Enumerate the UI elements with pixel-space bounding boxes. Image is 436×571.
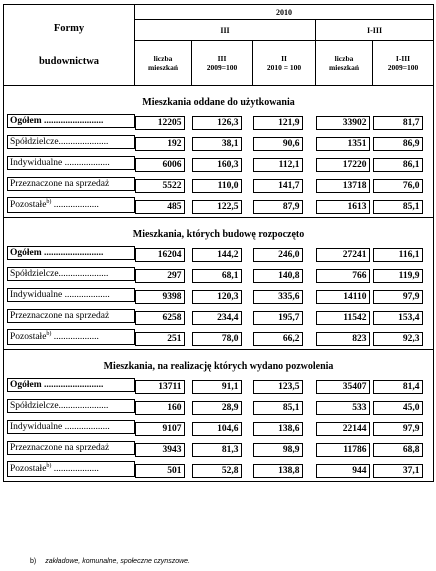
cell-value: 14110 xyxy=(316,290,370,304)
table-row xyxy=(4,244,434,265)
cell-value: 17220 xyxy=(316,158,370,172)
cell-value: 45,0 xyxy=(373,401,423,415)
cell-value: 97,9 xyxy=(373,422,423,436)
cell-value: 12205 xyxy=(135,116,185,130)
cell-value: 90,6 xyxy=(253,137,303,151)
section-title: Mieszkania oddane do użytkowania xyxy=(4,86,434,113)
footnote-mark: b) xyxy=(30,558,37,565)
row-label: Pozostałe$^{b)}$ ................... xyxy=(7,461,135,476)
row-label: Indywidualne ................... xyxy=(7,288,135,302)
row-label: Pozostałe$^{b)}$ ................... xyxy=(7,197,135,212)
table-row xyxy=(4,439,434,460)
col-header-mom: II 2010 = 100 xyxy=(253,41,316,86)
cell-value: 66,2 xyxy=(253,332,303,346)
cell-value: 68,1 xyxy=(192,269,242,283)
cell-value: 160,3 xyxy=(192,158,242,172)
cell-value: 119,9 xyxy=(373,269,423,283)
cell-value: 5522 xyxy=(135,179,185,193)
cell-value: 112,1 xyxy=(253,158,303,172)
cell-value: 85,1 xyxy=(373,200,423,214)
table-row xyxy=(4,196,434,218)
cell-value: 16204 xyxy=(135,248,185,262)
table-row xyxy=(4,418,434,439)
cell-value: 38,1 xyxy=(192,137,242,151)
row-label: Spółdzielcze..................... xyxy=(7,399,135,413)
cell-value: 3943 xyxy=(135,443,185,457)
cell-value: 944 xyxy=(316,464,370,478)
cell-value: 11542 xyxy=(316,311,370,325)
cell-value: 122,5 xyxy=(192,200,242,214)
cell-value: 27241 xyxy=(316,248,370,262)
cell-value: 251 xyxy=(135,332,185,346)
cell-value: 144,2 xyxy=(192,248,242,262)
cell-value: 37,1 xyxy=(373,464,423,478)
cell-value: 160 xyxy=(135,401,185,415)
period-header-month: III xyxy=(135,20,316,41)
cell-value: 85,1 xyxy=(253,401,303,415)
cell-value: 13711 xyxy=(135,380,185,394)
cell-value: 138,8 xyxy=(253,464,303,478)
cell-value: 35407 xyxy=(316,380,370,394)
table-row xyxy=(4,286,434,307)
section-title: Mieszkania, na realizację których wydano pozwolenia xyxy=(4,350,434,377)
cell-value: 97,9 xyxy=(373,290,423,304)
table-row xyxy=(4,154,434,175)
table-row xyxy=(4,460,434,482)
cell-value: 138,6 xyxy=(253,422,303,436)
col-header-count-quarter: liczba mieszkań xyxy=(316,41,373,86)
table-row xyxy=(4,307,434,328)
cell-value: 501 xyxy=(135,464,185,478)
cell-value: 485 xyxy=(135,200,185,214)
cell-value: 81,3 xyxy=(192,443,242,457)
cell-value: 246,0 xyxy=(253,248,303,262)
row-label: Przeznaczone na sprzedaż xyxy=(7,441,135,455)
cell-value: 104,6 xyxy=(192,422,242,436)
row-label: Ogółem ......................... xyxy=(7,246,135,260)
cell-value: 87,9 xyxy=(253,200,303,214)
cell-value: 76,0 xyxy=(373,179,423,193)
table-row xyxy=(4,376,434,397)
cell-value: 116,1 xyxy=(373,248,423,262)
col-header-yoy-month: III 2009=100 xyxy=(192,41,253,86)
cell-value: 1613 xyxy=(316,200,370,214)
cell-value: 121,9 xyxy=(253,116,303,130)
cell-value: 22144 xyxy=(316,422,370,436)
row-label: Pozostałe$^{b)}$ ................... xyxy=(7,329,135,344)
row-header-line1: Formy xyxy=(53,23,85,34)
cell-value: 52,8 xyxy=(192,464,242,478)
cell-value: 78,0 xyxy=(192,332,242,346)
table-row xyxy=(4,133,434,154)
cell-value: 98,9 xyxy=(253,443,303,457)
cell-value: 120,3 xyxy=(192,290,242,304)
cell-value: 123,5 xyxy=(253,380,303,394)
cell-value: 28,9 xyxy=(192,401,242,415)
section-title: Mieszkania, których budowę rozpoczęto xyxy=(4,218,434,245)
table-row xyxy=(4,175,434,196)
cell-value: 1351 xyxy=(316,137,370,151)
row-label: Ogółem ......................... xyxy=(7,378,135,392)
table-row xyxy=(4,265,434,286)
cell-value: 13718 xyxy=(316,179,370,193)
cell-value: 86,9 xyxy=(373,137,423,151)
row-label: Ogółem ......................... xyxy=(7,114,135,128)
cell-value: 141,7 xyxy=(253,179,303,193)
footnote xyxy=(30,558,190,565)
row-header-cell xyxy=(4,5,135,86)
table-row xyxy=(4,112,434,133)
cell-value: 68,8 xyxy=(373,443,423,457)
cell-value: 81,7 xyxy=(373,116,423,130)
cell-value: 234,4 xyxy=(192,311,242,325)
cell-value: 195,7 xyxy=(253,311,303,325)
col-header-yoy-quarter: I-III 2009=100 xyxy=(373,41,434,86)
cell-value: 11786 xyxy=(316,443,370,457)
cell-value: 86,1 xyxy=(373,158,423,172)
housing-table xyxy=(3,4,434,482)
cell-value: 766 xyxy=(316,269,370,283)
cell-value: 823 xyxy=(316,332,370,346)
table-row xyxy=(4,397,434,418)
cell-value: 110,0 xyxy=(192,179,242,193)
cell-value: 6258 xyxy=(135,311,185,325)
cell-value: 140,8 xyxy=(253,269,303,283)
row-label: Indywidualne ................... xyxy=(7,420,135,434)
cell-value: 92,3 xyxy=(373,332,423,346)
year-header: 2010 xyxy=(135,5,434,20)
cell-value: 533 xyxy=(316,401,370,415)
col-header-count-month: liczba mieszkań xyxy=(135,41,192,86)
footnote-text: zakładowe, komunalne, społeczne czynszowe. xyxy=(45,558,190,565)
cell-value: 153,4 xyxy=(373,311,423,325)
cell-value: 192 xyxy=(135,137,185,151)
row-label: Spółdzielcze..................... xyxy=(7,267,135,281)
cell-value: 91,1 xyxy=(192,380,242,394)
row-label: Indywidualne ................... xyxy=(7,156,135,170)
cell-value: 9398 xyxy=(135,290,185,304)
cell-value: 9107 xyxy=(135,422,185,436)
period-header-quarter: I-III xyxy=(316,20,434,41)
cell-value: 6006 xyxy=(135,158,185,172)
row-label: Spółdzielcze..................... xyxy=(7,135,135,149)
row-label: Przeznaczone na sprzedaż xyxy=(7,309,135,323)
row-label: Przeznaczone na sprzedaż xyxy=(7,177,135,191)
cell-value: 335,6 xyxy=(253,290,303,304)
table-row xyxy=(4,328,434,350)
cell-value: 297 xyxy=(135,269,185,283)
cell-value: 81,4 xyxy=(373,380,423,394)
row-header-line2: budownictwa xyxy=(38,56,100,67)
cell-value: 33902 xyxy=(316,116,370,130)
cell-value: 126,3 xyxy=(192,116,242,130)
